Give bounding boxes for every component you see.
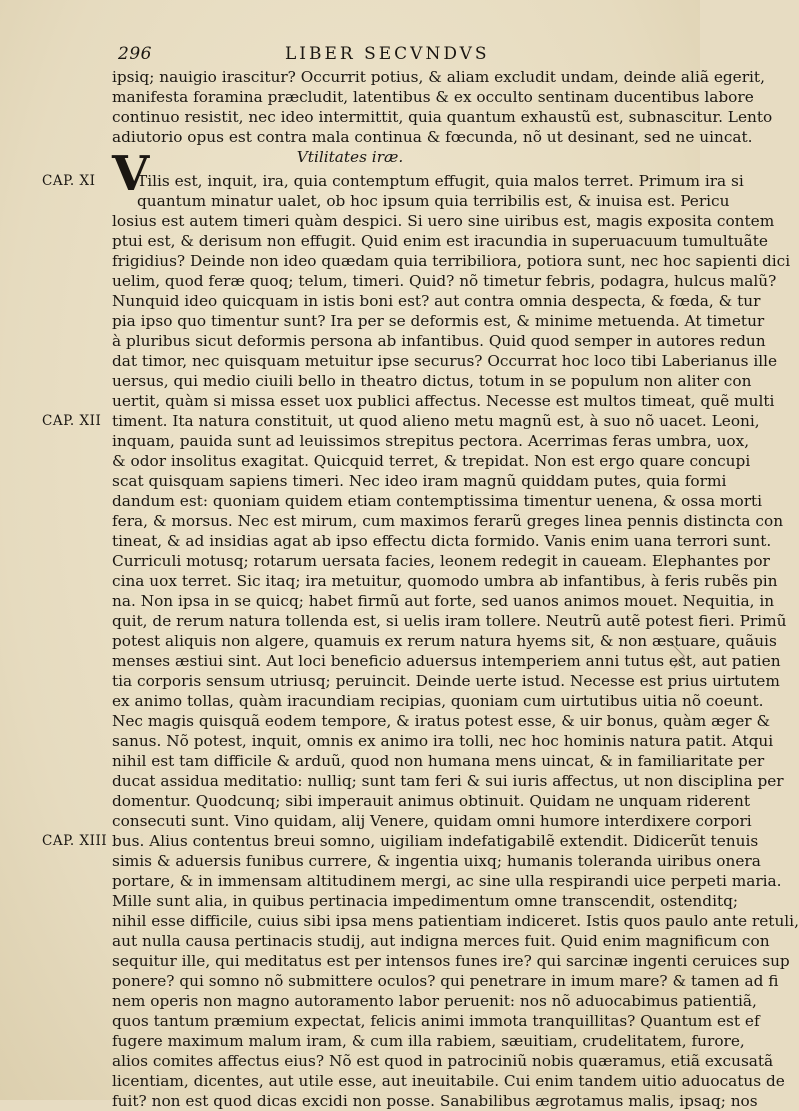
text-line: ex animo tollas, quàm iracundiam recipias, quoniam cum uirtutibus uitia nõ coeunt. [112, 692, 764, 710]
page-number: 296 [118, 44, 152, 64]
text-line: nihil esse difficile, cuius sibi ipsa mens patientiam indiceret. Istis quos paulo ante retuli, [112, 912, 799, 930]
text-line: Tilis est, inquit, ira, quia contemptum effugit, quia malos terret. Primum ira si [137, 172, 744, 190]
text-line: domentur. Quodcunq; sibi imperauit animus obtinuit. Quidam ne unquam riderent [112, 792, 750, 810]
text-line: losius est autem timeri quàm despici. Si uero sine uiribus est, magis exposita contem [112, 212, 775, 230]
text-line: na. Non ipsa in se quicq; habet firmũ aut forte, sed uanos animos mouet. Nequitia, in [112, 592, 775, 610]
text-line: quantum minatur ualet, ob hoc ipsum quia terribilis est, & inuisa est. Pericu [137, 192, 730, 210]
text-line: fuit? non est quod dicas excidi non posse. Sanabilibus ægrotamus malis, ipsaq; nos [112, 1092, 758, 1110]
section-heading: Vtilitates iræ. [296, 148, 404, 166]
text-line: licentiam, dicentes, aut utile esse, aut ineuitabile. Cui enim tandem uitio aduocatus de [112, 1072, 785, 1090]
text-line: ducat assidua meditatio: nulliq; sunt tam feri & sui iuris affectus, ut non disciplina per [112, 772, 784, 790]
text-line: pia ipso quo timentur sunt? Ira per se deformis est, & minime metuenda. At timetur [112, 312, 765, 330]
chapter-label-xiii: CAP. XIII [42, 833, 108, 849]
text-line: potest aliquis non algere, quamuis ex rerum natura hyems sit, & non æstuare, quãuis [112, 632, 777, 650]
text-line: nihil est tam difficile & arduũ, quod non humana mens uincat, & in familiaritate per [112, 752, 765, 770]
drop-capital: V [112, 146, 150, 202]
text-line: manifesta foramina præcludit, latentibus & ex occulto sentinam ducentibus labore [112, 88, 754, 106]
text-line: simis & aduersis funibus currere, & ingentia uixq; humanis toleranda uiribus onera [112, 852, 761, 870]
text-line: quit, de rerum natura tollenda est, si uelis iram tollere. Neutrũ autẽ potest fieri. Primũ [112, 612, 787, 630]
text-line: uersus, qui medio ciuili bello in theatro dictus, totum in se populum non aliter con [112, 372, 752, 390]
text-line: fera, & morsus. Nec est mirum, cum maximos ferarũ greges linea pennis distincta con [112, 512, 784, 530]
text-line: uertit, quàm si missa esset uox publici affectus. Necesse est multos timeat, quẽ multi [112, 392, 775, 410]
running-title: LIBER SECVNDVS [285, 44, 490, 64]
text-line: continuo resistit, nec ideo intermittit, quia quantum exhaustũ est, subnascitur. Lento [112, 108, 773, 126]
text-line: dat timor, nec quisquam metuitur ipse securus? Occurrat hoc loco tibi Laberianus ille [112, 352, 778, 370]
text-line: inquam, pauida sunt ad leuissimos strepitus pectora. Acerrimas feras umbra, uox, [112, 432, 750, 450]
text-line: quos tantum præmium expectat, felicis animi immota tranquillitas? Quantum est ef [112, 1012, 760, 1030]
text-line: adiutorio opus est contra mala continua & fœcunda, nõ ut desinant, sed ne uincat. [112, 128, 753, 146]
text-line: alios comites affectus eius? Nõ est quod in patrociniũ nobis quæramus, etiã excusatã [112, 1052, 774, 1070]
text-line: timent. Ita natura constituit, ut quod alieno metu magnũ est, à suo nõ uacet. Leoni, [112, 412, 760, 430]
text-line: Nunquid ideo quicquam in istis boni est? aut contra omnia despecta, & fœda, & tur [112, 292, 761, 310]
text-line: scat quisquam sapiens timeri. Nec ideo iram magnũ quiddam putes, quia formi [112, 472, 727, 490]
text-line: & odor insolitus exagitat. Quicquid terret, & trepidat. Non est ergo quare concupi [112, 452, 751, 470]
text-line: ponere? qui somno nõ submittere oculos? qui penetrare in imum mare? & tamen ad fi [112, 972, 779, 990]
text-line: ipsiq; nauigio irascitur? Occurrit potius, & aliam excludit undam, deinde aliã egerit, [112, 68, 765, 86]
text-line: fugere maximum malum iram, & cum illa rabiem, sæuitiam, crudelitatem, furore, [112, 1032, 745, 1050]
text-line: frigidius? Deinde non ideo quædam quia terribiliora, potiora sunt, nec hoc sapienti dici [112, 252, 791, 270]
text-line: tia corporis sensum utriusq; peruincit. Deinde uerte istud. Necesse est prius uirtutem [112, 672, 780, 690]
text-line: aut nulla causa pertinacis studij, aut indigna merces fuit. Quid enim magnificum con [112, 932, 770, 950]
text-line: bus. Alius contentus breui somno, uigiliam indefatigabilẽ extendit. Didicerũt tenuis [112, 832, 759, 850]
text-line: Nec magis quisquã eodem tempore, & iratus potest esse, & uir bonus, quàm æger & [112, 712, 771, 730]
text-line: Mille sunt alia, in quibus pertinacia impedimentum omne transcendit, ostenditq; [112, 892, 739, 910]
text-line: sanus. Nõ potest, inquit, omnis ex animo ira tolli, nec hoc hominis natura patit. Atqui [112, 732, 774, 750]
text-line: tineat, & ad insidias agat ab ipso effectu dicta formido. Vanis enim uana terrori sunt. [112, 532, 772, 550]
text-line: nem operis non magno autoramento labor peruenit: nos nõ aduocabimus patientiã, [112, 992, 757, 1010]
text-line: sequitur ille, qui meditatus est per intensos funes ire? qui sarcinæ ingenti ceruices sup [112, 952, 790, 970]
text-line: Curriculi motusq; rotarum uersata facies, leonem redegit in caueam. Elephantes por [112, 552, 770, 570]
text-line: ptui est, & derisum non effugit. Quid enim est iracundia in superuacuum tumultuãte [112, 232, 768, 250]
chapter-label-xii: CAP. XII [42, 413, 102, 429]
text-line: consecuti sunt. Vino quidam, alij Venere, quidam omni humore interdixere corpori [112, 812, 752, 830]
text-line: à pluribus sicut deformis persona ab infantibus. Quid quod semper in autores redun [112, 332, 766, 350]
text-line: uelim, quod feræ quoq; telum, timeri. Quid? nõ timetur febris, podagra, hulcus malũ? [112, 272, 777, 290]
page-header [0, 40, 700, 66]
text-line: cina uox terret. Sic itaq; ira metuitur, quomodo umbra ab infantibus, à feris rubẽs pin [112, 572, 778, 590]
text-line: dandum est: quoniam quidem etiam contemptissima timentur uenena, & ossa morti [112, 492, 763, 510]
text-line: menses æstiui sint. Aut loci beneficio aduersus intemperiem anni tutus est, aut patien [112, 652, 781, 670]
text-line: portare, & in immensam altitudinem mergi, ac sine ulla respirandi uice perpeti maria. [112, 872, 782, 890]
chapter-label-xi: CAP. XI [42, 173, 96, 189]
